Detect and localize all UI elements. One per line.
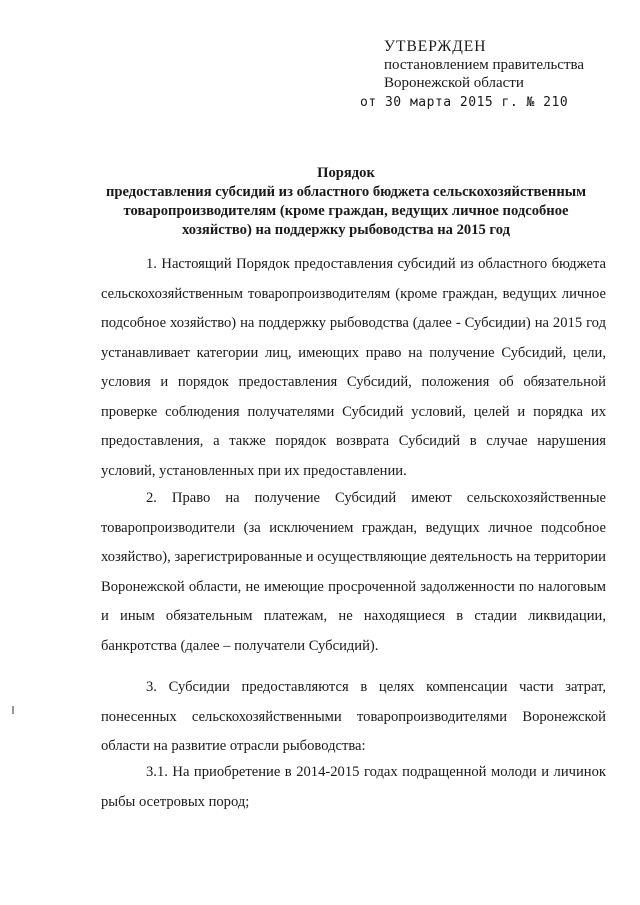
title-heading: Порядок bbox=[317, 165, 375, 181]
paragraph-2: 2. Право на получение Субсидий имеют сельскохозяйственные товаропроизводители (за исключением граждан, ведущих личное подсобное хозяйство), зарегистрированные и осуществляющие деятельность на территории Воронежской области, не имеющие просроченной задолженности по налоговым и иным обязательным платежам, не находящиеся в стадии ликвидации, банкротства (далее – получатели Субсидий). bbox=[101, 490, 606, 654]
approval-line-1: постановлением правительства bbox=[384, 57, 585, 73]
paragraph-3-1: 3.1. На приобретение в 2014-2015 годах подращенной молоди и личинок рыбы осетровых пород; bbox=[101, 764, 606, 810]
approval-date: от 30 марта 2015 г. № 210 bbox=[360, 95, 569, 110]
scan-speck bbox=[12, 706, 14, 714]
approval-stamp bbox=[360, 38, 585, 112]
title-subtitle: предоставления субсидий из областного бюджета сельскохозяйственным товаропроизводителям (кроме граждан, ведущих личное подсобное хозяйство) на поддержку рыбоводства на 2015 год bbox=[105, 184, 587, 238]
approval-word: УТВЕРЖДЕН bbox=[384, 38, 487, 55]
document-title bbox=[96, 164, 596, 240]
paragraph-3: 3. Субсидии предоставляются в целях компенсации части затрат, понесенных сельскохозяйственными товаропроизводителями Воронежской области на развитие отрасли рыбоводства: bbox=[101, 679, 606, 754]
approval-line-2: Воронежской области bbox=[384, 75, 524, 91]
paragraph-1: 1. Настоящий Порядок предоставления субсидий из областного бюджета сельскохозяйственным товаропроизводителям (кроме граждан, ведущих личное подсобное хозяйство) на поддержку рыбоводства (далее - Субсидии) на 2015 год устанавливает категории лиц, имеющих право на получение Субсидий, цели, условия и порядок предоставления Субсидий, положения об обязательной проверке соблюдения получателями Субсидий условий, целей и порядка их предоставления, а также порядок возврата Субсидий в случае нарушения условий, установленных при их предоставлении. bbox=[101, 256, 606, 479]
